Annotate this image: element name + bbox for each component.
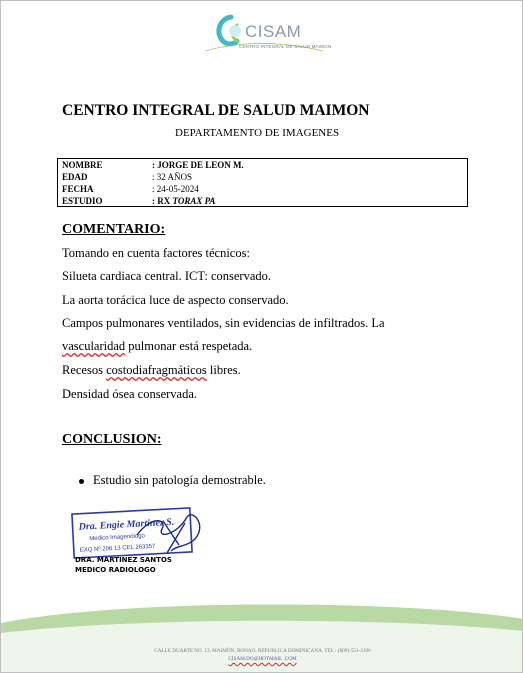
field-value: : 24-05-2024 (152, 184, 199, 194)
comment-line-7: Densidad ósea conservada. (62, 387, 198, 401)
comment-line-1: Tomando en cuenta factores técnicos: (62, 246, 250, 260)
conclusion-heading: CONCLUSION: (62, 432, 162, 447)
doctor-name: DRA. MARTINEZ SANTOS (75, 556, 172, 564)
study-prefix: : RX (152, 196, 173, 206)
comment-line-5 (62, 339, 252, 354)
svg-text:EXQ Nº 206 13 CEL 263357: EXQ Nº 206 13 CEL 263357 (79, 543, 156, 554)
field-label: FECHA (62, 184, 94, 194)
patient-row-date (62, 184, 199, 195)
footer-email (1, 656, 523, 662)
field-label: NOMBRE (62, 160, 103, 170)
spellcheck-word: vascularidad (62, 339, 126, 353)
patient-row-name (62, 160, 244, 171)
comment-heading: COMENTARIO: (62, 222, 166, 237)
footer-email-text: CISAM.DO@HOTMAIL .COM (228, 656, 297, 662)
field-value (152, 196, 215, 207)
svg-text:Dra. Engie Martinez S.: Dra. Engie Martinez S. (78, 516, 175, 533)
patient-row-study (62, 196, 215, 207)
doctor-title: MEDICO RADIOLOGO (75, 566, 156, 574)
comment-line-2: Silueta cardiaca central. ICT: conservado. (62, 269, 272, 283)
conclusion-item: Estudio sin patología demostrable. (93, 473, 266, 487)
doctor-stamp-signature (67, 505, 217, 561)
footer-wave (1, 601, 523, 673)
comment-text: libres. (206, 363, 241, 377)
logo-wordmark: CISAM (245, 22, 302, 41)
comment-line-3: La aorta torácica luce de aspecto conservado. (62, 293, 289, 307)
document-title: CENTRO INTEGRAL DE SALUD MAIMON (62, 102, 370, 119)
comment-line-6 (62, 363, 241, 378)
patient-info-box (57, 158, 468, 207)
comment-text: pulmonar está respetada. (125, 339, 253, 353)
field-value: : 32 AÑOS (152, 172, 193, 182)
comment-line-4: Campos pulmonares ventilados, sin evidencias de infiltrados. La (62, 316, 385, 330)
patient-row-age (62, 172, 192, 183)
footer-address: CALLE DUARTE NO. 13, MAIMÓN, BONAO, REPUBLICA DOMINICANA, TEL.: (809)-551-2106 (154, 648, 371, 654)
department-name: DEPARTAMENTO DE IMAGENES (175, 127, 340, 139)
bullet-icon (79, 479, 84, 484)
field-value: : JORGE DE LEON M. (152, 160, 244, 170)
logo-subtitle: CENTRO INTEGRAL DE SALUD MAIMON (239, 44, 332, 49)
field-label: EDAD (62, 172, 88, 182)
field-label: ESTUDIO (62, 196, 103, 206)
study-name: TORAX PA (172, 196, 216, 206)
comment-text: Recesos (62, 363, 107, 377)
spellcheck-word: costodiafragmáticos (106, 363, 207, 377)
svg-text:Medico Imagenólogo: Medico Imagenólogo (89, 533, 146, 543)
